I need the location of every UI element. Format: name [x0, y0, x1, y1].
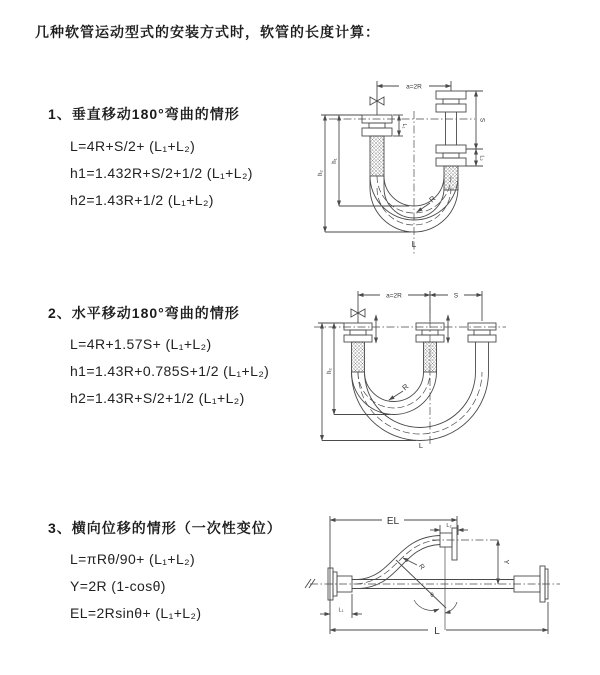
formula-h1: h1=1.43R+0.785S+1/2 (L₁+L₂) — [70, 363, 270, 379]
dim-label-l2: L₂ — [446, 523, 452, 529]
diagram-vertical-180-bend — [313, 73, 553, 258]
diagram-lateral-displacement — [298, 508, 568, 643]
section-1-heading: 1、垂直移动180°弯曲的情形 — [48, 106, 240, 122]
dim-label-l1: L₁ — [401, 123, 407, 129]
radius-label: R — [416, 563, 426, 572]
formula-y: Y=2R (1-cosθ) — [70, 578, 166, 594]
drawing-lines — [314, 291, 506, 445]
formula-h2: h2=1.43R+1/2 (L₁+L₂) — [70, 192, 214, 208]
section-3-heading: 3、横向位移的情形（一次性变位） — [48, 520, 282, 536]
page-title: 几种软管运动型式的安装方式时，软管的长度计算： — [35, 24, 380, 40]
formula-l: L=4R+S/2+ (L₁+L₂) — [70, 138, 196, 154]
dim-label-a2r: a=2R — [406, 83, 422, 91]
dim-label-h1: h₁ — [332, 158, 338, 164]
dim-label-s: S — [453, 292, 459, 300]
middle-flange — [416, 323, 444, 372]
angle-arc — [414, 600, 439, 610]
hose-u-arcs — [352, 372, 489, 441]
right-flange-upper — [436, 91, 466, 112]
dim-label-l2: L₂ — [478, 155, 485, 161]
left-flange — [362, 115, 392, 176]
formula-el: EL=2Rsinθ+ (L₁+L₂) — [70, 605, 202, 621]
drawing-lines — [321, 81, 483, 254]
drawing-lines — [305, 516, 560, 634]
upper-flange-displaced — [440, 528, 457, 560]
right-flange-lower — [436, 145, 466, 190]
angle-label: θ — [430, 593, 434, 599]
formula-h1: h1=1.432R+S/2+1/2 (L₁+L₂) — [70, 165, 253, 181]
valve-icon — [370, 91, 384, 115]
section-3-formulas — [70, 546, 201, 627]
section-1-formulas — [70, 133, 253, 214]
dim-label-s: S — [478, 117, 486, 123]
dim-label-el: EL — [386, 516, 400, 527]
dim-label-h2: h₂ — [327, 368, 333, 374]
dim-label-h2: h₂ — [318, 170, 324, 176]
dim-label-y: Y — [502, 559, 509, 565]
angle-arc — [445, 602, 457, 613]
formula-h2: h2=1.43R+S/2+1/2 (L₁+L₂) — [70, 390, 245, 406]
radius-label: R — [400, 381, 411, 393]
diagram-horizontal-180-bend — [310, 283, 555, 451]
length-label: L — [434, 626, 440, 637]
length-label: L — [411, 239, 417, 249]
valve-icon — [351, 303, 365, 323]
dim-label-a2r: a=2R — [386, 292, 402, 300]
break-mark — [305, 579, 315, 588]
formula-l: L=πRθ/90+ (L₁+L₂) — [70, 551, 196, 567]
right-flange — [468, 323, 496, 372]
section-2-heading: 2、水平移动180°弯曲的情形 — [48, 305, 240, 321]
length-label: L — [418, 441, 424, 450]
left-flange — [344, 323, 372, 372]
formula-l: L=4R+1.57S+ (L₁+L₂) — [70, 336, 212, 352]
dim-label-l1: L₁ — [338, 607, 344, 614]
radius-label: R — [427, 193, 438, 205]
section-2-formulas — [70, 331, 269, 412]
